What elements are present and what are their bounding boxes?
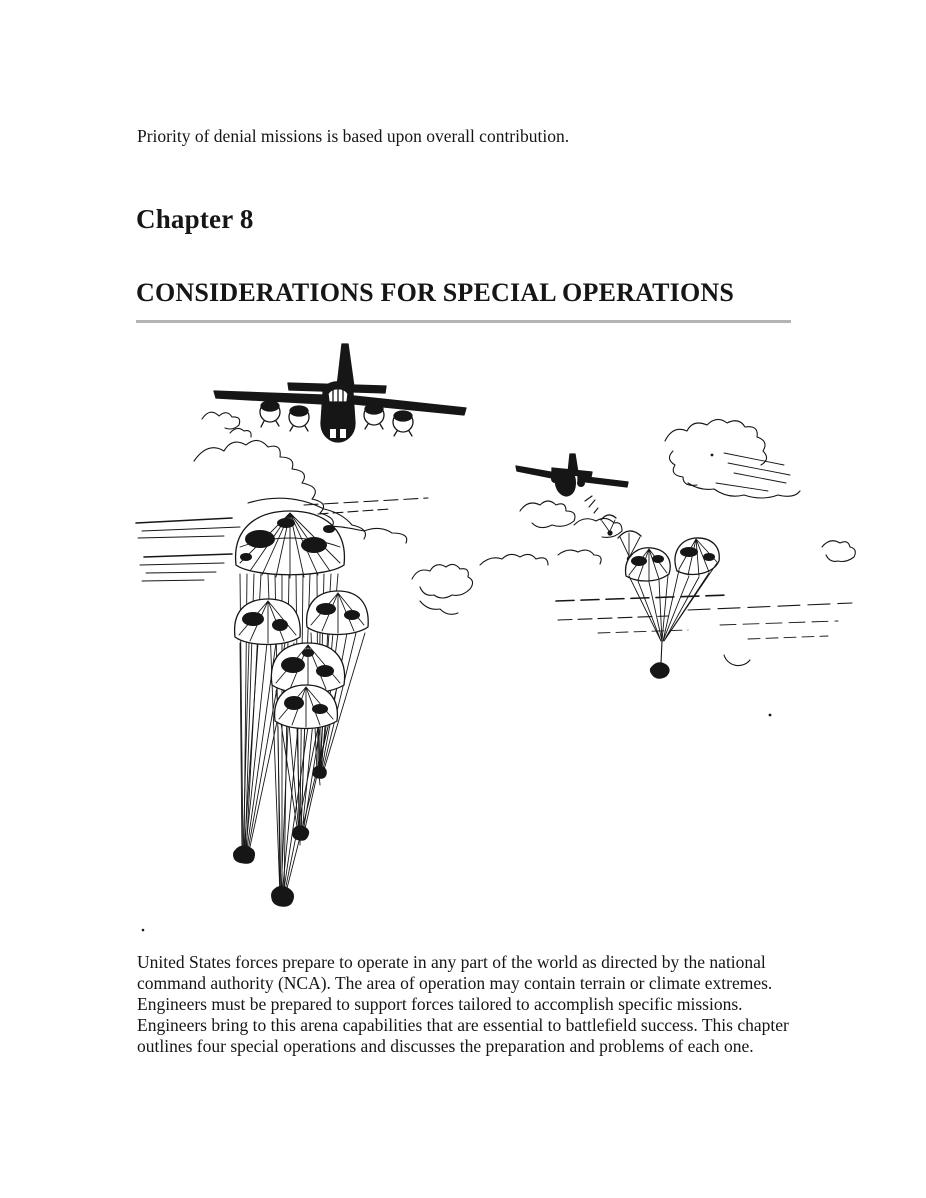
body-paragraph: United States forces prepare to operate in any part of the world as directed by the national command authority (NCA). The area of operation may contain terrain or climate extremes. Engineers must be prepared to support forces tailored to accomplish specific missions. Engineers bring to this arena capabilities that are essential to battlefield success. This chapter outlines four special operations and discusses the preparation and problems of each one.	[137, 951, 789, 1056]
airdrop-illustration	[128, 333, 858, 933]
chapter-label: Chapter 8	[136, 204, 254, 235]
chapter-title: CONSIDERATIONS FOR SPECIAL OPERATIONS	[136, 277, 735, 307]
cargo-plane-large-icon	[214, 344, 466, 442]
intro-line: Priority of denial missions is based upon overall contribution.	[137, 125, 570, 146]
airdrop-sequence	[585, 496, 719, 678]
section-rule	[136, 320, 791, 323]
cargo-plane-small-icon	[516, 454, 628, 496]
